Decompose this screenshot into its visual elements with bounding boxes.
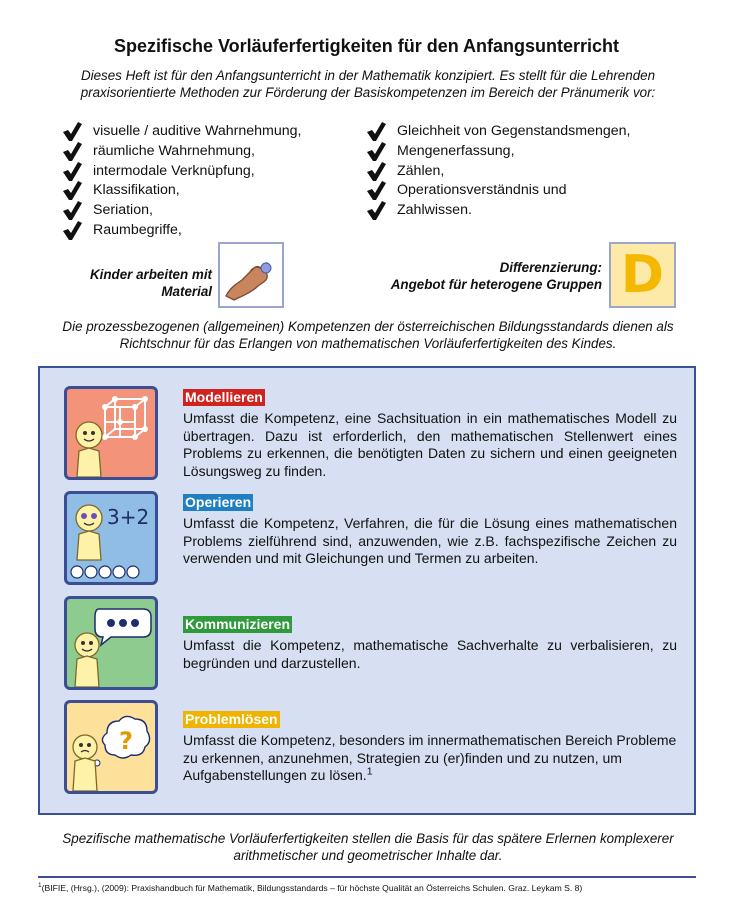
question-cloud-icon [67,703,155,791]
checkmark-icon [366,122,386,141]
skill-item: Operationsverständnis und [366,181,630,201]
skill-item: Gleichheit von Gegenstandsmengen, [366,122,630,142]
checkmark-icon [62,181,82,200]
hand-holding-ball-icon [220,244,282,306]
operieren-tile-label: 3+2 [107,505,150,529]
kommunizieren-tile [64,596,158,690]
skill-item: Mengenerfassung, [366,142,630,162]
skill-item: Zahlwissen. [366,201,630,221]
legend-differentiation-label: Differenzierung: Angebot für heterogene Gruppen [390,260,602,292]
material-icon-box [218,242,284,308]
cube-model-icon [67,389,155,477]
checkmark-icon [62,142,82,161]
footnote: $^1$(BIFIE, (Hrsg.), (2009): Praxishandbuch für Mathematik, Bildungsstandards – für höchste Qualität an Österreichs Schulen. Graz. Leykam S. 8) [38,882,583,893]
section-title-operieren: Operieren [185,494,252,510]
checkmark-icon [366,142,386,161]
checkmark-icon [62,221,82,240]
intro-paragraph: Dieses Heft ist für den Anfangsunterricht in der Mathematik konzipiert. Es stellt für die Lehrenden praxisorientierte Methoden zur Förderung der Basiskompetenzen im Bereich der Pränumerik vor: [80,68,656,100]
section-text-problemloesen: Umfasst die Kompetenz, besonders im innermathematischen Bereich Probleme zu erkennen, anzunehmen, Strategien zu (er)finden und zu nutzen, um Aufgabenstellungen zu lösen.$^1$ [183,732,677,783]
skill-item: Raumbegriffe, [62,221,301,241]
skill-item: Klassifikation, [62,181,301,201]
checkmark-icon [62,201,82,220]
differentiation-letter: D [620,245,665,305]
skill-item: intermodale Verknüpfung, [62,162,301,182]
competence-intro-paragraph: Die prozessbezogenen (allgemeinen) Kompetenzen der österreichischen Bildungsstandards dienen als Richtschnur für das Erlangen von mathematischen Vorläuferfertigkeiten des Kindes. [62,319,674,351]
checkmark-icon [366,181,386,200]
skills-list-right [366,122,630,221]
closing-paragraph: Spezifische mathematische Vorläuferfertigkeiten stellen die Basis für das spätere Erlernen komplexerer arithmetischer und geometrischer Inhalte dar. [62,831,674,863]
skill-item: Zählen, [366,162,630,182]
checkmark-icon [62,162,82,181]
section-text-operieren: Umfasst die Kompetenz, Verfahren, die für die Lösung eines mathematischen Problems zielführend sind, anzuwenden, wie z.B. fachspezifische Zeichen zu verwenden und mit Gleichungen und Termen zu arbeiten. [183,515,677,566]
section-title-problemloesen: Problemlösen [185,711,278,727]
section-text-kommunizieren: Umfasst die Kompetenz, mathematische Sachverhalte zu verbalisieren, zu begründen und darzustellen. [183,637,677,671]
section-text-modellieren: Umfasst die Kompetenz, eine Sachsituation in ein mathematisches Modell zu übertragen. Dazu ist erforderlich, den mathematischen Stellenwert eines Problems zu erkennen, die benötigten Daten zu sichern und einen geeigneten Lösungsweg zu finden. [183,410,677,479]
page-title: Spezifische Vorläuferfertigkeiten für den Anfangsunterricht [113,36,620,56]
counting-dots-icon [67,494,155,582]
section-title-kommunizieren: Kommunizieren [185,616,291,632]
differentiation-icon-box [609,242,676,308]
speech-bubble-icon [67,599,155,687]
skills-list-left [62,122,301,241]
svg-text:?: ? [119,727,133,755]
checkmark-icon [366,162,386,181]
skill-item: visuelle / auditive Wahrnehmung, [62,122,301,142]
legend-material-label: Kinder arbeiten mit Material [89,267,212,299]
checkmark-icon [366,201,386,220]
skill-item: Seriation, [62,201,301,221]
problemloesen-tile [64,700,158,794]
modellieren-tile [64,386,158,480]
operieren-tile [64,491,158,585]
skill-item: räumliche Wahrnehmung, [62,142,301,162]
footnote-divider [38,876,696,878]
footnote-reference: 1 [366,765,373,778]
section-title-modellieren: Modellieren [185,389,263,405]
checkmark-icon [62,122,82,141]
